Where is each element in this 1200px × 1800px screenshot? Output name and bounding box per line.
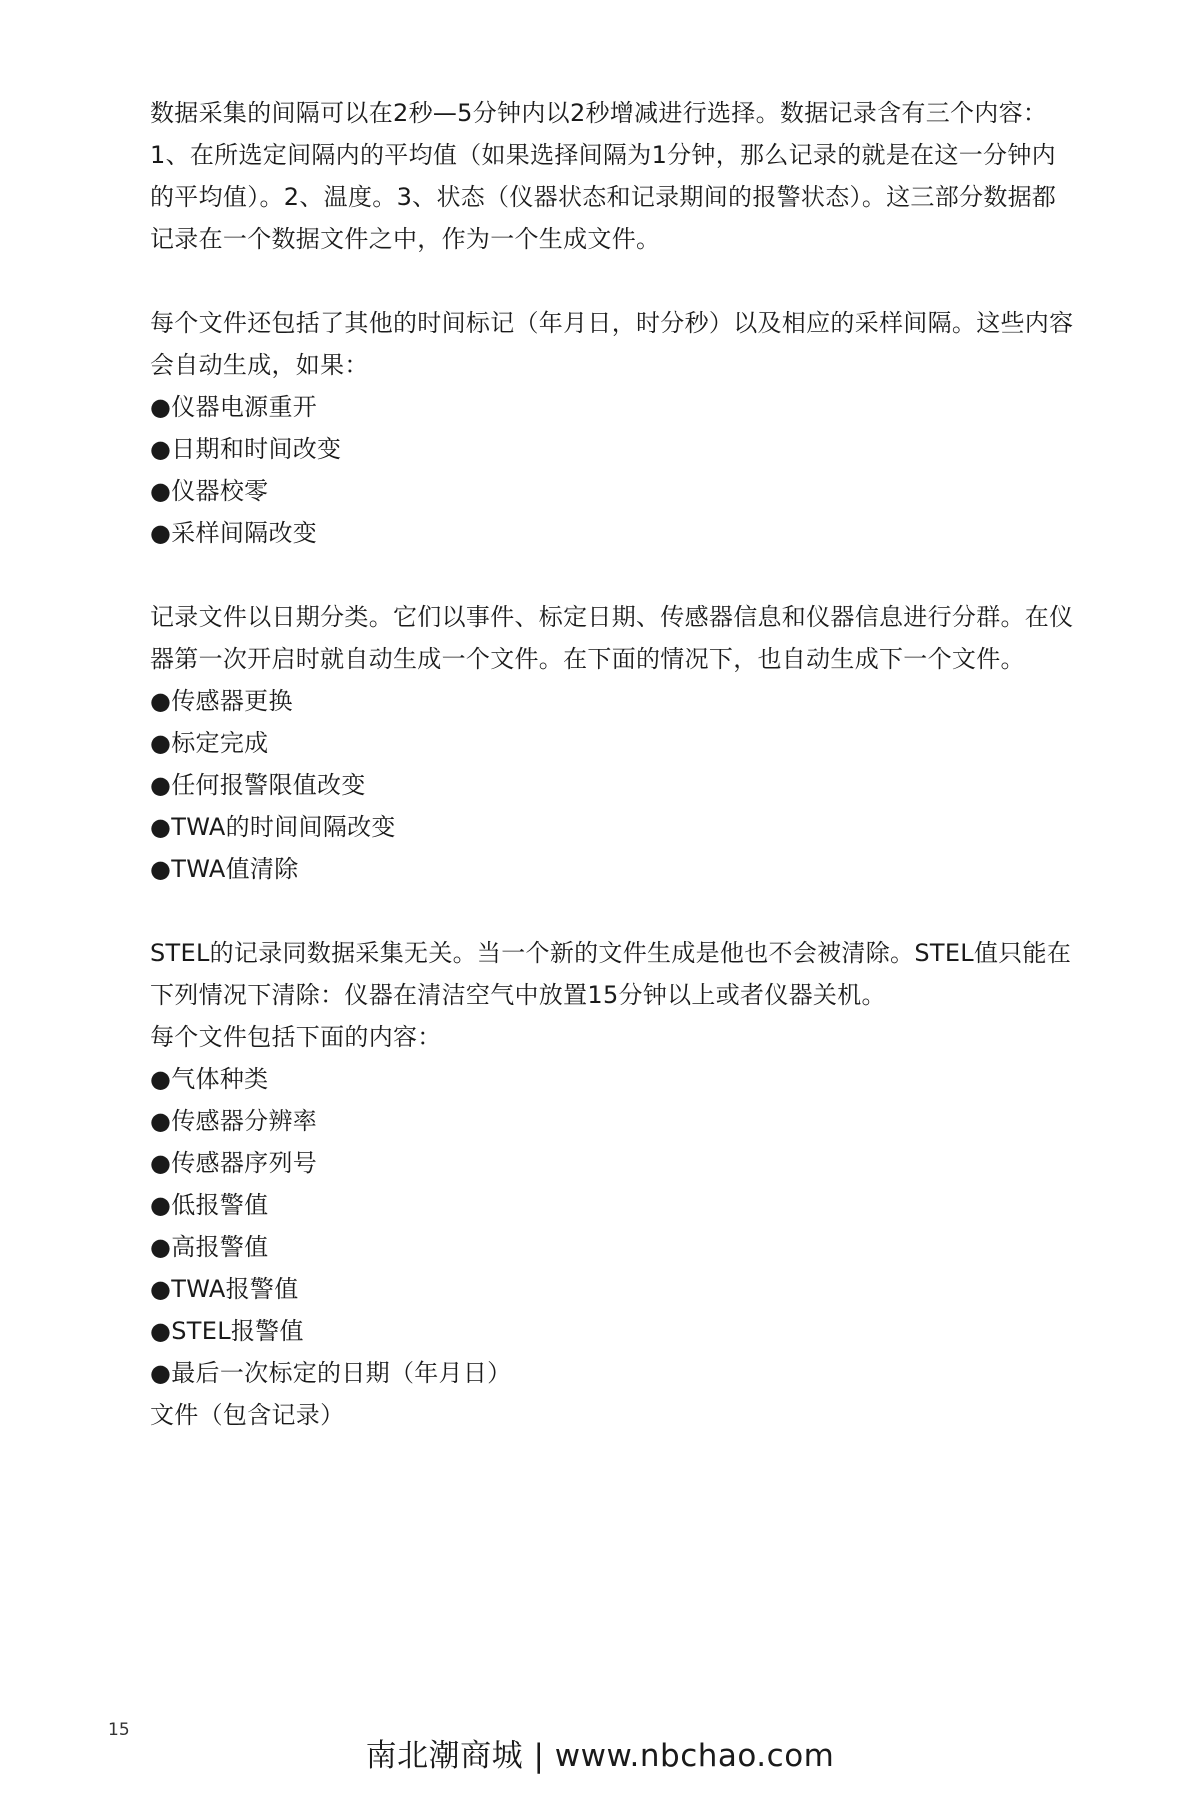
- paragraph-file-contents-intro: 每个文件包括下面的内容：: [150, 1023, 442, 1051]
- list-item: ●TWA报警值: [150, 1275, 299, 1303]
- list-file-contents: [150, 1058, 1080, 1394]
- footer-site-credit: 南北潮商城 | www.nbchao.com: [365, 1738, 835, 1774]
- list-item: ●传感器分辨率: [150, 1107, 318, 1135]
- paragraph-file-with-records: 文件（包含记录）: [150, 1401, 345, 1429]
- paragraph-record-file-classification: 记录文件以日期分类。它们以事件、标定日期、传感器信息和仪器信息进行分群。在仪器第一次开启时就自动生成一个文件。在下面的情况下，也自动生成下一个文件。: [150, 603, 1074, 673]
- list-item: ●TWA的时间间隔改变: [150, 813, 396, 841]
- paragraph-file-time-marks: 每个文件还包括了其他的时间标记（年月日，时分秒）以及相应的采样间隔。这些内容会自动生成，如果：: [150, 309, 1074, 379]
- list-item: ●最后一次标定的日期（年月日）: [150, 1359, 512, 1387]
- list-item: ●标定完成: [150, 729, 269, 757]
- list-item: ●任何报警限值改变: [150, 771, 366, 799]
- list-item: ●仪器电源重开: [150, 393, 318, 421]
- paragraph-data-collection-interval: 数据采集的间隔可以在2秒—5分钟内以2秒增减进行选择。数据记录含有三个内容：1、在所选定间隔内的平均值（如果选择间隔为1分钟，那么记录的就是在这一分钟内的平均值）。2、温度。3、状态（仪器状态和记录期间的报警状态）。这三部分数据都记录在一个数据文件之中，作为一个生成文件。: [150, 99, 1057, 253]
- paragraph-gap: [150, 890, 1080, 932]
- list-item: ●传感器序列号: [150, 1149, 318, 1177]
- list-new-file-conditions: [150, 680, 1080, 890]
- document-body: [150, 92, 1080, 1436]
- list-item: ●采样间隔改变: [150, 519, 318, 547]
- list-item: ●日期和时间改变: [150, 435, 342, 463]
- paragraph-stel-record: STEL的记录同数据采集无关。当一个新的文件生成是他也不会被清除。STEL值只能在下列情况下清除：仪器在清洁空气中放置15分钟以上或者仪器关机。: [150, 939, 1072, 1009]
- paragraph-gap: [150, 260, 1080, 302]
- page-number: 15: [108, 1720, 130, 1740]
- list-item: ●高报警值: [150, 1233, 269, 1261]
- list-item: ●低报警值: [150, 1191, 269, 1219]
- list-item: ●传感器更换: [150, 687, 293, 715]
- list-item: ●气体种类: [150, 1065, 269, 1093]
- list-item: ●STEL报警值: [150, 1317, 304, 1345]
- list-item: ●TWA值清除: [150, 855, 299, 883]
- list-auto-generate-conditions: [150, 386, 1080, 554]
- list-item: ●仪器校零: [150, 477, 269, 505]
- paragraph-gap: [150, 554, 1080, 596]
